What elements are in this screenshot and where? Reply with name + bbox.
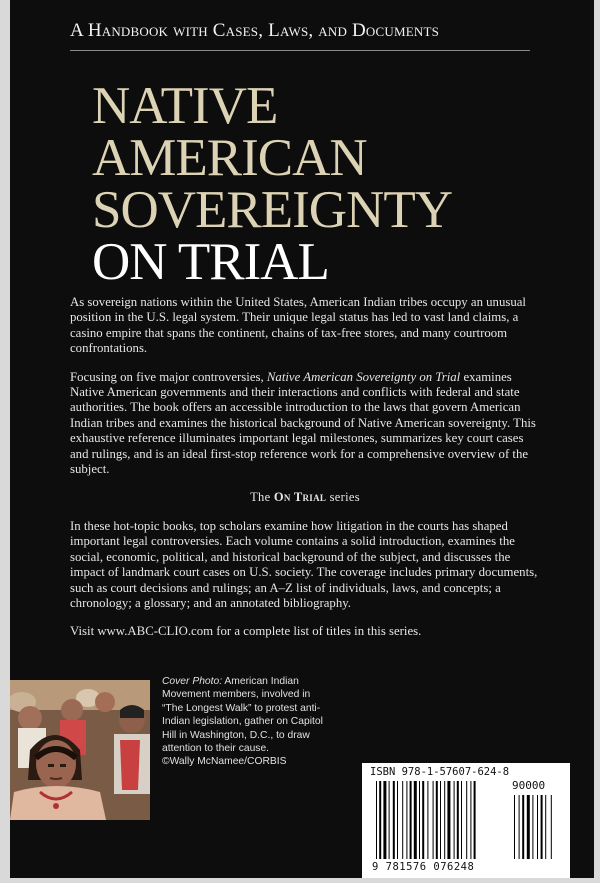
photo-credit: ©Wally McNamee/CORBIS [162,756,287,768]
title-line-3: SOVEREIGNTY [92,181,452,239]
ean-number: 9 781576 076248 [372,861,475,873]
photo-caption [162,675,332,769]
isbn-text: ISBN 978-1-57607-624-8 [370,766,510,778]
series-paragraph: In these hot-topic books, top scholars examine how litigation in the courts has shaped important legal controversies. Each volume contains a solid introduction, examines the social, economic, political, and historical background of the subject, and discusses the impact of landmark court cases on U.S. society. The coverage includes primary documents, such as court decisions and rulings; an A–Z list of individuals, laws, and concepts; a chronology; a glossary; and an annotated bibliography. [70,518,538,610]
caption-text: American Indian Movement members, involved in “The Longest Walk” to protest anti-Indian legislation, gather on Capitol Hill in Washington, D.C., to draw attention to their cause. [162,676,323,755]
price-addon-code: 90000 [512,779,546,792]
title-line-1: NATIVE [92,77,278,135]
focus-paragraph: Focusing on five major controversies, Native American Sovereignty on Trial examines Native American governments and their interactions and conflicts with federal and state authorities. The book offers an accessible introduction to the laws that govern American Indian tribes and examines the historical background of Native American sovereignty. This exhaustive reference illuminates important legal milestones, summarizes key court cases and rulings, and is an ideal first-stop reference work for a comprehensive overview of the subject. [70,369,536,477]
book-title [92,77,452,291]
title-line-4: ON TRIAL [92,233,329,291]
description-text [70,295,540,653]
cover-photo [10,680,150,820]
tagline: A Handbook with Cases, Laws, and Documents [70,20,440,41]
intro-paragraph: As sovereign nations within the United States, American Indian tribes occupy an unusual position in the U.S. legal system. Their unique legal status has led to vast land claims, a casino empire that spans the continent, chains of tax-free stores, and many courtroom confrontations. [70,295,526,356]
title-line-2: AMERICAN [92,129,367,187]
website-paragraph: Visit www.ABC-CLIO.com for a complete list of titles in this series. [70,624,422,639]
tagline-divider [70,50,530,51]
caption-label: Cover Photo: [162,676,223,687]
barcode-label [362,763,570,878]
book-back-cover [10,0,594,878]
series-heading: The On Trial series [250,490,360,505]
book-title-italic: Native American Sovereignty on Trial [266,369,461,384]
